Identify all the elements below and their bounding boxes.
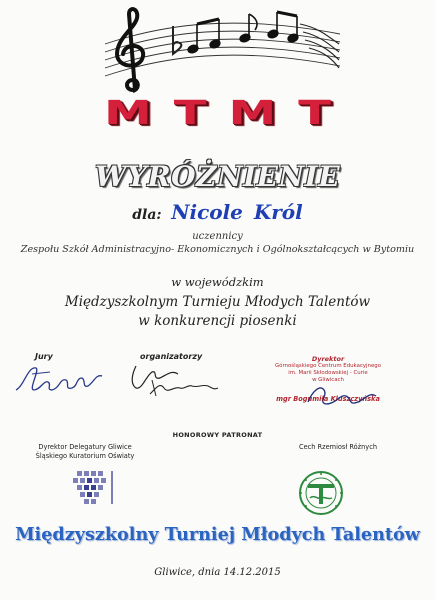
recipient-name: Nicole Król	[171, 200, 303, 224]
certificate-title: WYRÓŻNIENIE	[94, 160, 341, 193]
jury-label: Jury	[35, 352, 53, 361]
stamp-line-1: Górnośląskiego Centrum Edukacyjnego	[275, 363, 381, 370]
patron-left	[30, 443, 140, 460]
stamp-line-2: im. Marii Skłodowskiej - Curie	[288, 369, 368, 376]
music-staff-illustration	[95, 4, 345, 96]
recipient-prefix: dla:	[132, 207, 162, 223]
kuratorium-logo-icon	[73, 469, 117, 505]
footer-title: Międzyszkolny Turniej Młodych Talentów	[15, 524, 420, 545]
stamp-title: Dyrektor	[311, 355, 345, 363]
school-name: Zespołu Szkół Administracyjno- Ekonomicznych i Ogólnokształcących w Bytomiu	[20, 244, 415, 255]
recipient-line	[0, 200, 435, 224]
flat-sign-icon	[173, 26, 181, 54]
stamp-name: mgr Bogumiła Kluszczyńska	[276, 395, 380, 404]
stamp-line-3: w Gliwicach	[312, 376, 344, 383]
mtmt-logo-text: MTMT	[103, 94, 353, 133]
recipient-role: uczennicy	[192, 231, 243, 242]
patronage-heading: HONOROWY PATRONAT	[172, 431, 263, 439]
patron-left-line-2: Śląskiego Kuratorium Oświaty	[35, 451, 135, 460]
organizers-signature	[122, 360, 222, 400]
director-signature	[300, 380, 380, 410]
issue-date: Gliwice, dnia 14.12.2015	[154, 567, 281, 578]
competition-level: w wojewódzkim	[171, 275, 264, 289]
cech-logo-icon	[296, 470, 346, 516]
jury-signature	[10, 360, 110, 400]
patron-left-line-1: Dyrektor Delegatury Gliwice	[38, 443, 132, 451]
competition-category: w konkurencji piosenki	[138, 313, 297, 329]
competition-name: Międzyszkolnym Turnieju Młodych Talentów	[64, 294, 371, 310]
organizers-label: organizatorzy	[140, 352, 203, 361]
treble-clef-icon	[117, 9, 143, 90]
patron-right: Cech Rzemiosł Różnych	[298, 443, 378, 451]
